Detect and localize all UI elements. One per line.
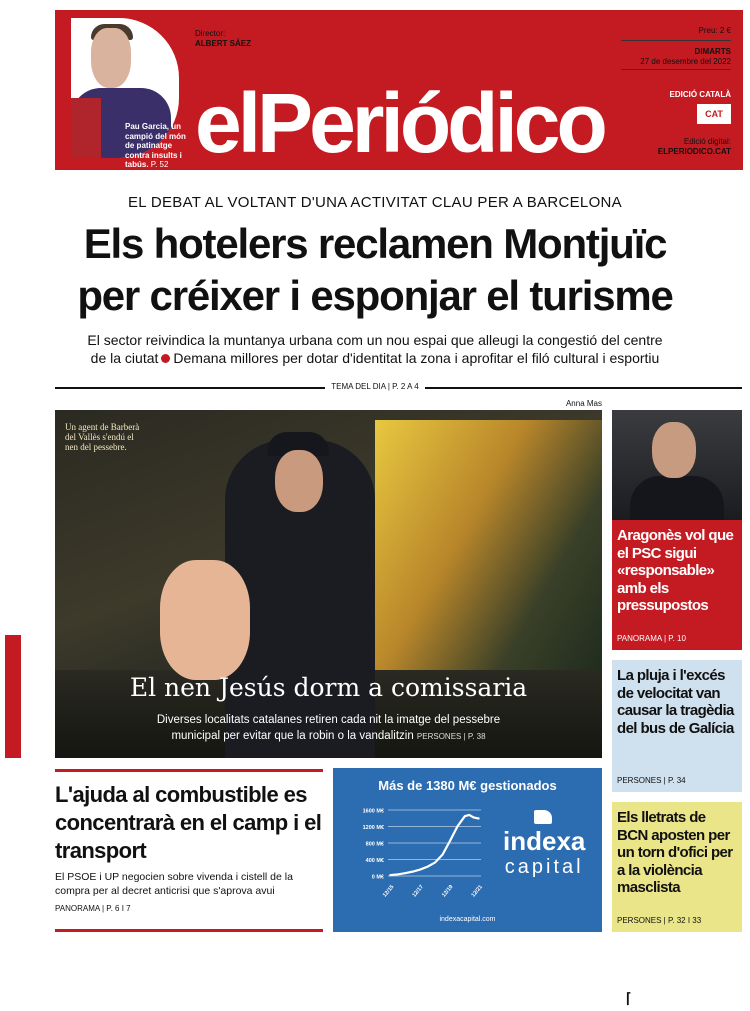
y-tick-label: 1200 M€ bbox=[362, 825, 384, 831]
aragones-photo[interactable] bbox=[612, 410, 742, 520]
ad-chart bbox=[333, 798, 493, 913]
fuel-story bbox=[55, 781, 330, 914]
nativity-police-photo[interactable] bbox=[55, 410, 602, 758]
digital-label: Edició digital: bbox=[683, 137, 731, 146]
fuel-story-text: El PSOE i UP negocien sobre vivenda i cistell de la compra per al decret anticrisi que s'aprova avui bbox=[55, 871, 293, 897]
lead-subhead: El sector reivindica la muntanya urbana com un nou espai que alleugi la congestió del centre de la ciutat Demana millores per dotar d'identitat la zona i aprofitar el filó cultural i esportiu bbox=[87, 332, 663, 366]
photo-headline[interactable]: El nen Jesús dorm a comissaria bbox=[129, 673, 528, 702]
fuel-story-section: PANORAMA | P. 6 I 7 bbox=[55, 904, 131, 913]
x-tick-label: 12/19 bbox=[441, 884, 455, 899]
edition-label: EDICIÓ CATALÀ bbox=[669, 90, 731, 99]
side-story-bus[interactable]: La pluja i l'excés de velocitat van causar la tragèdia del bus de Galícia PERSONES | P. 34 bbox=[612, 660, 742, 792]
story-rule-bottom bbox=[55, 929, 323, 932]
photo-subhead: Diverses localitats catalanes retiren cada nit la imatge del pessebre municipal per evitar que la robin o la vandalitzin PERSONES | P. 38 bbox=[156, 714, 501, 742]
y-tick-label: 800 M€ bbox=[365, 841, 384, 848]
aum-line bbox=[390, 815, 480, 875]
lead-headline[interactable]: Els hotelers reclamen Montjuïc per créixer i esponjar el turisme bbox=[77, 220, 673, 319]
indexa-logo-icon bbox=[534, 810, 552, 824]
edition-badge[interactable]: CAT bbox=[697, 104, 731, 124]
fuel-story-headline[interactable]: L'ajuda al combustible es concentrarà en el camp i el transport bbox=[55, 782, 322, 863]
bullet-icon bbox=[161, 354, 170, 363]
indexa-ad[interactable] bbox=[333, 768, 602, 932]
ad-brand: indexa capital bbox=[503, 826, 586, 878]
ad-url[interactable]: indexacapital.com bbox=[439, 916, 496, 923]
side-story-lawyers[interactable]: Els lletrats de BCN aposten per un torn d'ofici per a la violència masclista PERSONES | P. 32 I 33 bbox=[612, 802, 742, 932]
x-tick-label: 12/15 bbox=[381, 884, 396, 899]
page-marker bbox=[5, 635, 21, 758]
photo-caption: Un agent de Barberà del Vallès s'endú el nen del pessebre. bbox=[65, 422, 140, 452]
ad-chart-title: Más de 1380 M€ gestionados bbox=[378, 778, 557, 793]
photo-credit: Anna Mas bbox=[565, 399, 602, 408]
elperiodico-mark-icon: ⌈ bbox=[626, 990, 632, 1006]
y-tick-label: 0 M€ bbox=[371, 874, 384, 881]
lead-kicker: EL DEBAT AL VOLTANT D'UNA ACTIVITAT CLAU PER A BARCELONA bbox=[128, 194, 622, 211]
cover-caption[interactable]: Pau Garcia, un campió del món de patinatge contra insults i tabús. P. 52 bbox=[125, 122, 186, 169]
story-rule-top bbox=[55, 769, 323, 772]
side-story-aragones[interactable]: Aragonès vol que el PSC sigui «responsable» amb els pressupostos PANORAMA | P. 10 bbox=[612, 520, 742, 650]
digital-site-link[interactable]: ELPERIODICO.CAT bbox=[657, 147, 731, 156]
weekday: DIMARTS bbox=[694, 47, 731, 56]
x-tick-label: 12/21 bbox=[470, 884, 485, 899]
director-credit: Director: ALBERT SÁEZ bbox=[195, 29, 251, 48]
y-tick-label: 1600 M€ bbox=[362, 808, 384, 815]
y-tick-label: 400 M€ bbox=[365, 858, 384, 864]
x-tick-label: 12/17 bbox=[411, 884, 425, 899]
masthead bbox=[55, 10, 743, 170]
date: 27 de desembre del 2022 bbox=[640, 57, 731, 66]
price: Preu: 2 € bbox=[698, 26, 731, 35]
section-label: TEMA DEL DIA | P. 2 A 4 bbox=[0, 382, 750, 391]
newspaper-logo[interactable]: elPeriódico bbox=[195, 76, 604, 170]
